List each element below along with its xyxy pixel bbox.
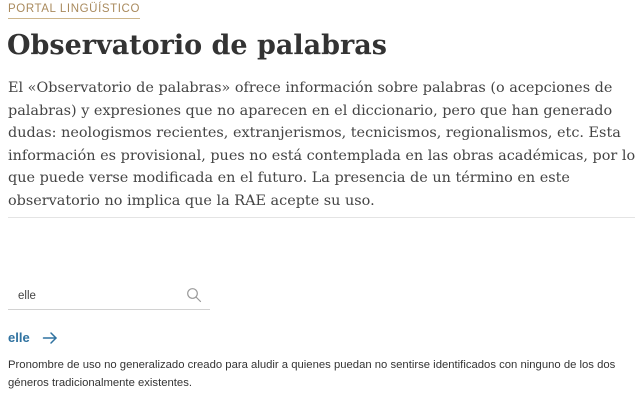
intro-paragraph: El «Observatorio de palabras» ofrece información sobre palabras (o acepciones de palabras) y expresiones que no aparecen en el diccionario, pero que han generado dudas: neologismos recientes, extranjerismos, tecnicismos, regionalismos, etc. Esta información es provisional, pues no está contemplada en las obras académicas, por lo que puede verse modificada en el futuro. La presencia de un término en este observatorio no implica que la RAE acepte su uso. [8,80,636,209]
divider [8,217,635,218]
search-box [8,281,210,310]
result-link[interactable] [8,330,58,346]
search-input[interactable] [18,286,178,306]
page-title: Observatorio de palabras [7,30,387,61]
arrow-right-icon[interactable] [42,331,58,345]
result-word[interactable]: elle [8,330,30,345]
result-definition: Pronombre de uso no generalizado creado para aludir a quienes puedan no sentirse identificados con ninguno de los dos géneros tradicionalmente existentes. [8,359,616,389]
search-icon[interactable] [186,287,202,303]
section-tag[interactable]: PORTAL LINGÜÍSTICO [8,2,140,19]
